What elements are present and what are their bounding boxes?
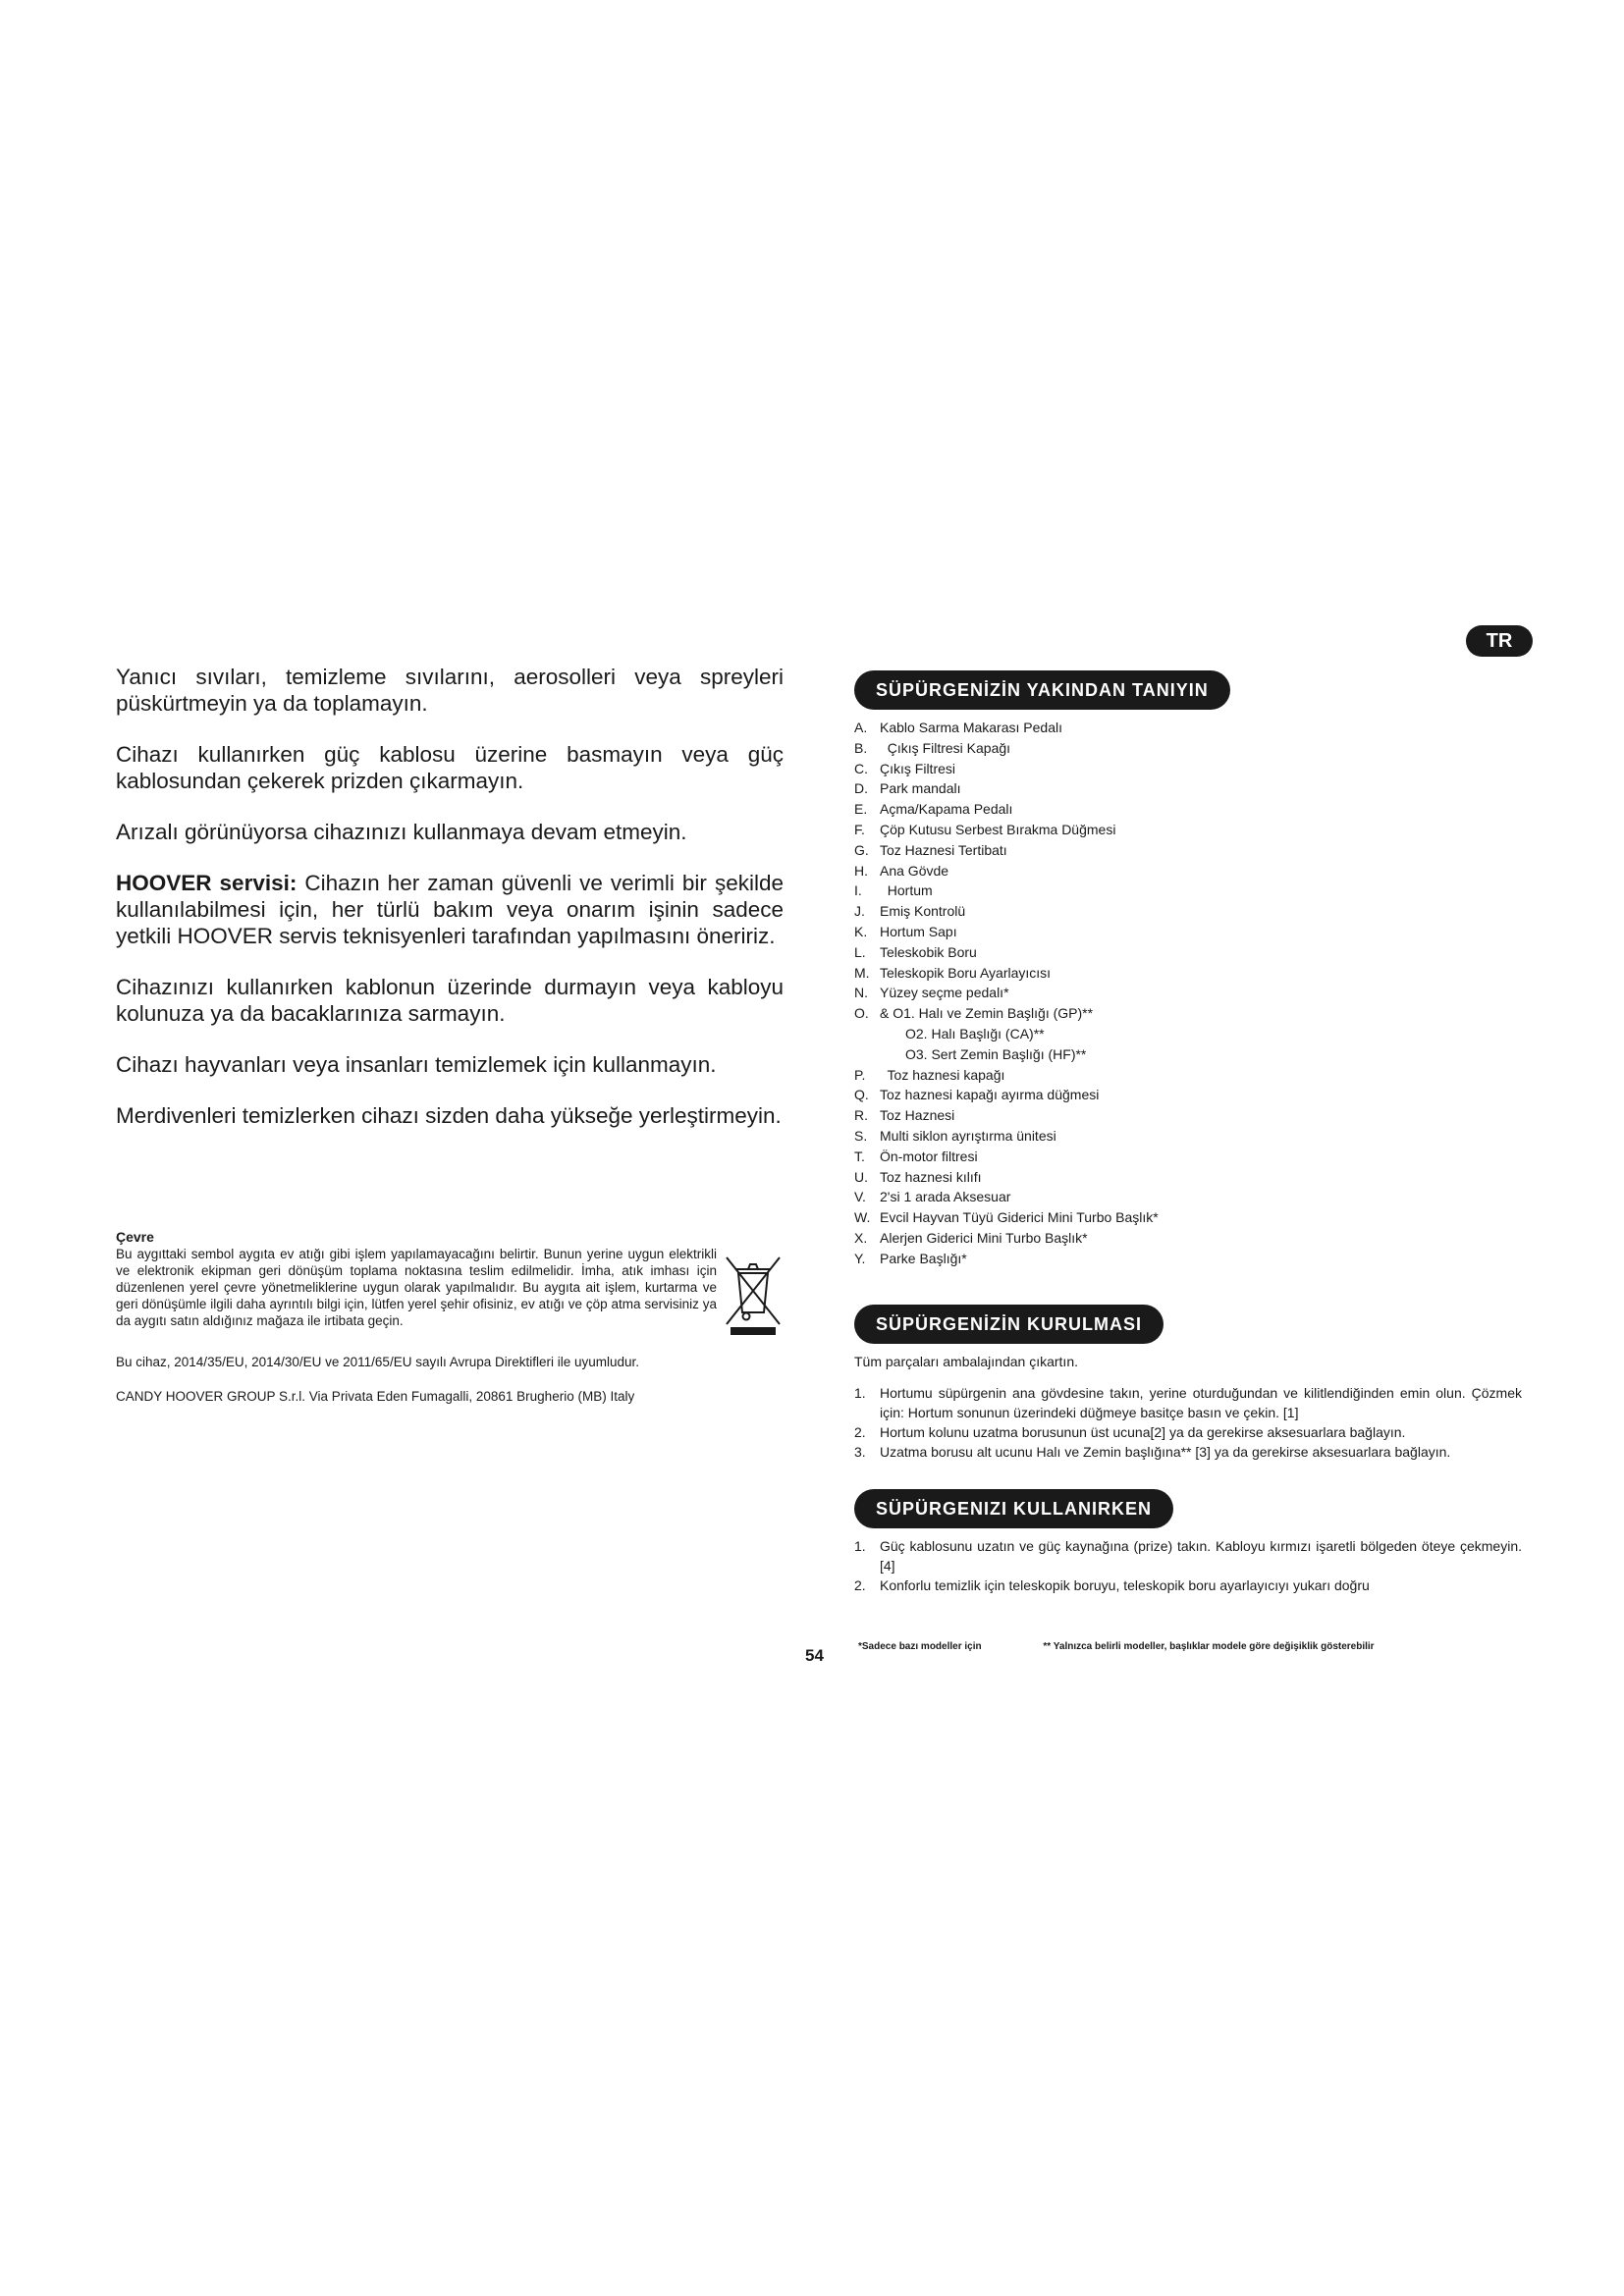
list-item xyxy=(854,1207,1522,1228)
list-item xyxy=(854,1187,1522,1207)
part-key: M. xyxy=(854,964,870,981)
list-item xyxy=(854,1065,1522,1086)
part-label: Çıkış Filtresi Kapağı xyxy=(880,739,1011,756)
using-steps xyxy=(854,1536,1522,1595)
part-key: K. xyxy=(854,923,868,939)
part-label: O3. Sert Zemin Başlığı (HF)** xyxy=(905,1045,1087,1062)
footnotes xyxy=(858,1641,1434,1652)
step-item xyxy=(854,1536,1522,1575)
step-item xyxy=(854,1442,1522,1462)
step-text: Hortumu süpürgenin ana gövdesine takın, yerine oturduğundan ve kilitlendiğinden emin olun. Çözmek için: Hortum sonunun üzerindeki düğmeye basitçe basın ve çekin. [1] xyxy=(880,1384,1522,1420)
part-label: & O1. Halı ve Zemin Başlığı (GP)** xyxy=(880,1005,1094,1022)
step-number: 1. xyxy=(854,1384,866,1401)
list-item xyxy=(854,1249,1522,1269)
list-item xyxy=(854,922,1522,942)
part-key: O. xyxy=(854,1005,869,1022)
setup-intro: Tüm parçaları ambalajından çıkartın. xyxy=(854,1353,1078,1369)
part-label: Ön-motor filtresi xyxy=(880,1148,978,1164)
step-item xyxy=(854,1383,1522,1422)
list-item xyxy=(854,1024,1522,1044)
part-label: Hortum Sapı xyxy=(880,923,957,939)
hoover-service xyxy=(116,870,784,949)
part-label: Ana Gövde xyxy=(880,862,949,879)
step-number: 1. xyxy=(854,1537,866,1554)
part-key: B. xyxy=(854,739,868,756)
part-key: D. xyxy=(854,780,868,797)
section-using: SÜPÜRGENIZI KULLANIRKEN xyxy=(854,1489,1173,1528)
part-label: Yüzey seçme pedalı* xyxy=(880,985,1009,1001)
part-key: V. xyxy=(854,1189,866,1205)
list-item xyxy=(854,718,1522,738)
list-item xyxy=(854,861,1522,881)
part-key: T. xyxy=(854,1148,865,1164)
step-number: 2. xyxy=(854,1576,866,1593)
part-label: Çıkış Filtresi xyxy=(880,760,955,776)
step-text: Hortum kolunu uzatma borusunun üst ucuna[2] ya da gerekirse aksesuarlara bağlayın. xyxy=(880,1423,1406,1440)
part-key: P. xyxy=(854,1066,866,1083)
list-item xyxy=(854,1228,1522,1249)
list-item xyxy=(854,778,1522,799)
directive-compliance: Bu cihaz, 2014/35/EU, 2014/30/EU ve 2011/65/EU sayılı Avrupa Direktifleri ile uyumludur. xyxy=(116,1355,640,1369)
list-item xyxy=(854,881,1522,901)
part-label: Hortum xyxy=(880,882,933,899)
list-item xyxy=(854,840,1522,861)
footnote-certain-models: ** Yalnızca belirli modeller, başlıklar modele göre değişiklik gösterebilir xyxy=(1043,1641,1375,1652)
part-key: R. xyxy=(854,1107,868,1124)
left-column xyxy=(116,664,784,1153)
hoover-service-label: HOOVER servisi: xyxy=(116,871,298,895)
part-key: W. xyxy=(854,1209,871,1226)
environment-title: Çevre xyxy=(116,1229,154,1245)
warning-standing-cable: Cihazınızı kullanırken kablonun üzerinde durmayın veya kabloyu kolunuza ya da bacaklarınıza sarmayın. xyxy=(116,975,784,1026)
section-know-your-vacuum: SÜPÜRGENİZİN YAKINDAN TANIYIN xyxy=(854,670,1230,710)
part-label: Toz Haznesi Tertibatı xyxy=(880,841,1007,858)
part-key: J. xyxy=(854,903,865,920)
section-setup: SÜPÜRGENİZİN KURULMASI xyxy=(854,1305,1164,1344)
warning-flammable: Yanıcı sıvıları, temizleme sıvılarını, aerosolleri veya spreyleri püskürtmeyin ya da toplamayın. xyxy=(116,665,784,716)
part-label: Alerjen Giderici Mini Turbo Başlık* xyxy=(880,1229,1088,1246)
part-label: Kablo Sarma Makarası Pedalı xyxy=(880,720,1062,735)
part-label: Toz haznesi kapağı xyxy=(880,1066,1005,1083)
part-label: Teleskopik Boru Ayarlayıcısı xyxy=(880,964,1052,981)
list-item xyxy=(854,820,1522,840)
list-item xyxy=(854,759,1522,779)
step-number: 3. xyxy=(854,1443,866,1460)
warning-faulty: Arızalı görünüyorsa cihazınızı kullanmaya devam etmeyin. xyxy=(116,820,687,844)
part-key: I. xyxy=(854,882,862,899)
step-item xyxy=(854,1422,1522,1442)
part-key: L. xyxy=(854,943,866,960)
environment-section xyxy=(116,1229,784,1405)
part-key: F. xyxy=(854,821,865,837)
list-item xyxy=(854,1003,1522,1024)
list-item xyxy=(854,983,1522,1003)
setup-steps xyxy=(854,1383,1522,1462)
right-column xyxy=(854,670,1522,1595)
weee-crossed-bin-icon xyxy=(725,1255,782,1336)
part-key: H. xyxy=(854,862,868,879)
part-label: Toz Haznesi xyxy=(880,1107,955,1124)
list-item xyxy=(854,1147,1522,1167)
part-label: Evcil Hayvan Tüyü Giderici Mini Turbo Başlık* xyxy=(880,1209,1159,1226)
list-item xyxy=(854,1085,1522,1105)
list-item xyxy=(854,799,1522,820)
part-label: Toz haznesi kapağı ayırma düğmesi xyxy=(880,1087,1100,1103)
warning-animals: Cihazı hayvanları veya insanları temizlemek için kullanmayın. xyxy=(116,1052,717,1077)
part-key: C. xyxy=(854,760,868,776)
part-key: U. xyxy=(854,1168,868,1185)
warning-stairs: Merdivenleri temizlerken cihazı sizden daha yükseğe yerleştirmeyin. xyxy=(116,1103,782,1128)
part-label: Parke Başlığı* xyxy=(880,1250,967,1266)
part-key: E. xyxy=(854,801,868,818)
step-text: Konforlu temizlik için teleskopik boruyu, teleskopik boru ayarlayıcıyı yukarı doğru xyxy=(880,1576,1370,1593)
step-text: Uzatma borusu alt ucunu Halı ve Zemin başlığına** [3] ya da gerekirse aksesuarlara bağlayın. xyxy=(880,1443,1451,1460)
footnote-some-models: *Sadece bazı modeller için xyxy=(858,1641,982,1652)
part-key: S. xyxy=(854,1127,868,1144)
hoover-service-text: Cihazın her zaman güvenli ve verimli bir şekilde kullanılabilmesi için, her türlü bakım veya onarım işinin sadece yetkili HOOVER servis teknisyenleri tarafından yapılmasını öneririz. xyxy=(116,871,784,948)
part-key: Q. xyxy=(854,1087,869,1103)
company-address: CANDY HOOVER GROUP S.r.l. Via Privata Eden Fumagalli, 20861 Brugherio (MB) Italy xyxy=(116,1389,635,1404)
list-item xyxy=(854,942,1522,963)
part-label: O2. Halı Başlığı (CA)** xyxy=(905,1025,1045,1041)
part-label: Teleskobik Boru xyxy=(880,943,977,960)
language-badge: TR xyxy=(1466,625,1533,657)
part-key: G. xyxy=(854,841,869,858)
list-item xyxy=(854,1167,1522,1188)
part-key xyxy=(854,1024,880,1044)
list-item xyxy=(854,738,1522,759)
part-key: X. xyxy=(854,1229,868,1246)
step-text: Güç kablosunu uzatın ve güç kaynağına (prize) takın. Kabloyu kırmızı işaretli bölgeden öteye çekmeyin. [4] xyxy=(880,1537,1522,1574)
part-key: A. xyxy=(854,720,868,735)
part-key: Y. xyxy=(854,1250,866,1266)
part-label: 2'si 1 arada Aksesuar xyxy=(880,1189,1011,1205)
list-item xyxy=(854,1126,1522,1147)
part-label: Çöp Kutusu Serbest Bırakma Düğmesi xyxy=(880,821,1116,837)
part-label: Multi siklon ayrıştırma ünitesi xyxy=(880,1127,1056,1144)
part-key xyxy=(854,1044,880,1065)
part-label: Toz haznesi kılıfı xyxy=(880,1168,982,1185)
part-label: Park mandalı xyxy=(880,780,961,797)
environment-text: Bu aygıttaki sembol aygıta ev atığı gibi işlem yapılamayacağını belirtir. Bunun yerine uygun elektrikli ve elektronik ekipman geri dönüşüm toplama noktasına teslim edilmelidir. İmha, atık imhası için düzenlenen yerel çevre yönetmeliklerine uygun olarak yapılmalıdır. Bu aygıta ait işlem, kurtarma ve geri dönüşümle ilgili daha ayrıntılı bilgi için, lütfen yerel şehir ofisiniz, ev atığı ve çöp atma servisiniz ya da aygıtı satın aldığınız mağaza ile irtibata geçin. xyxy=(116,1247,717,1328)
list-item xyxy=(854,901,1522,922)
step-number: 2. xyxy=(854,1423,866,1440)
list-item xyxy=(854,1105,1522,1126)
warning-cable: Cihazı kullanırken güç kablosu üzerine basmayın veya güç kablosundan çekerek prizden çıkarmayın. xyxy=(116,742,784,793)
list-item xyxy=(854,963,1522,984)
page-number: 54 xyxy=(805,1646,824,1665)
list-item xyxy=(854,1044,1522,1065)
part-key: N. xyxy=(854,985,868,1001)
part-label: Emiş Kontrolü xyxy=(880,903,966,920)
part-label: Açma/Kapama Pedalı xyxy=(880,801,1013,818)
parts-list xyxy=(854,718,1522,1269)
step-item xyxy=(854,1575,1522,1595)
